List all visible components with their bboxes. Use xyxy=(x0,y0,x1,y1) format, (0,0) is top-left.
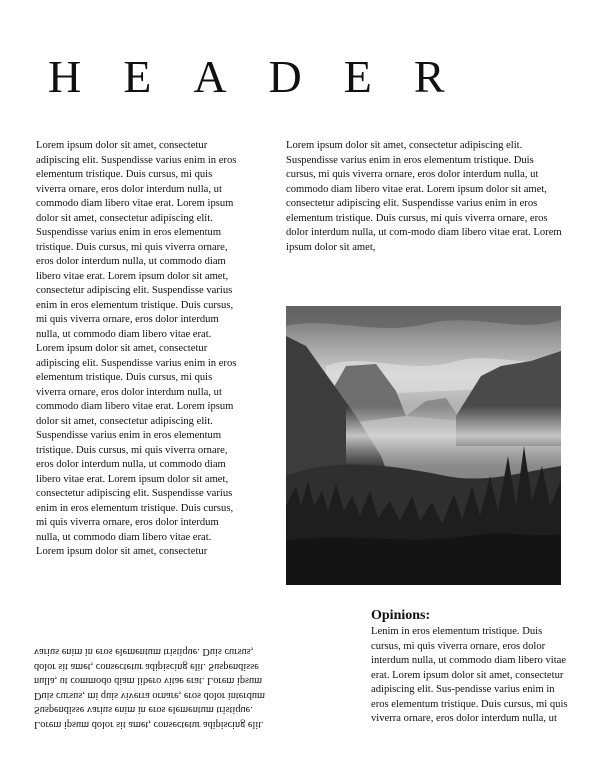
mirrored-line: Lorem ipsum dolor sit amet, consectetur adipiscing elit. xyxy=(34,719,264,730)
photo-illustration xyxy=(286,306,561,585)
mirrored-line: dolor sit amet, consectetur adipiscing elit. Suspendisse xyxy=(34,660,259,672)
opinions-heading: Opinions: xyxy=(371,608,431,623)
right-column-text: Lorem ipsum dolor sit amet, consectetur adipiscing elit. Suspendisse varius enim in eros elementum tristique. Duis cursus, mi quis viverra ornare, eros dolor interdum nulla, ut commodo diam libero vitae erat. Lorem ipsum dolor sit amet, consectetur adipiscing elit. Suspendisse varius enim in eros elementum tristique. Duis cursus, mi quis viverra ornare, eros dolor interdum nulla, ut com-modo diam libero vitae erat. Lorem ipsum dolor sit amet, xyxy=(286,140,562,253)
left-column-text: Lorem ipsum dolor sit amet, consectetur adipiscing elit. Suspendisse varius enim in eros elementum tristique. Duis cursus, mi quis viverra ornare, eros dolor interdum nulla, ut commodo diam libero vitae erat. Lorem ipsum dolor sit amet, consectetur adipiscing elit. Suspendisse varius enim in eros elementum tristique. Duis cursus, mi quis viverra ornare, eros dolor interdum nulla, ut commodo diam libero vitae erat. Lorem ipsum dolor sit amet, consectetur adipiscing elit. Suspendisse varius enim in eros elementum tristique. Duis cursus, mi quis viverra ornare, eros dolor interdum nulla, ut commodo diam libero vitae erat. Lorem ipsum dolor sit amet, consectetur adipiscing elit. Suspendisse varius enim in eros elementum tristique. Duis cursus, mi quis viverra ornare, eros dolor interdum nulla, ut commodo diam libero vitae erat. Lorem ipsum dolor sit amet, consectetur adipiscing elit. Suspendisse varius enim in eros elementum tristique. Duis cursus, mi quis viverra ornare, eros dolor interdum nulla, ut commodo diam libero vitae erat. Lorem ipsum dolor sit amet, consectetur adipiscing elit. Suspendisse varius enim in eros elementum tristique. Duis cursus, mi quis viverra ornare, eros dolor interdum nulla, ut commodo diam libero vitae erat. Lorem ipsum dolor sit amet, consectetur xyxy=(36,140,237,557)
mirrored-text-block xyxy=(34,631,314,731)
mirrored-line: nulla, ut commodo diam libero vitae erat. Lorem ipsum xyxy=(34,675,263,687)
mirrored-line: Suspendisse varius enim in eros elementum tristique. xyxy=(34,704,253,716)
opinions-text: Lenim in eros elementum tristique. Duis cursus, mi quis viverra ornare, eros dolor interdum nulla, ut commodo diam libero vitae erat. Lorem ipsum dolor sit amet, consectetur adipiscing elit. Sus-pendisse varius enim in eros elementum tristique. Duis cursus, mi quis viverra ornare, eros dolor interdum nulla, ut xyxy=(371,626,568,724)
mirrored-line: varius enim in eros elementum tristique. Duis cursus, xyxy=(34,646,254,658)
mirrored-line: Duis cursus, mi quis viverra ornare, eros dolor interdum xyxy=(34,689,266,701)
mountain-valley-photo xyxy=(286,306,561,585)
page-header: HEADER xyxy=(48,51,487,102)
